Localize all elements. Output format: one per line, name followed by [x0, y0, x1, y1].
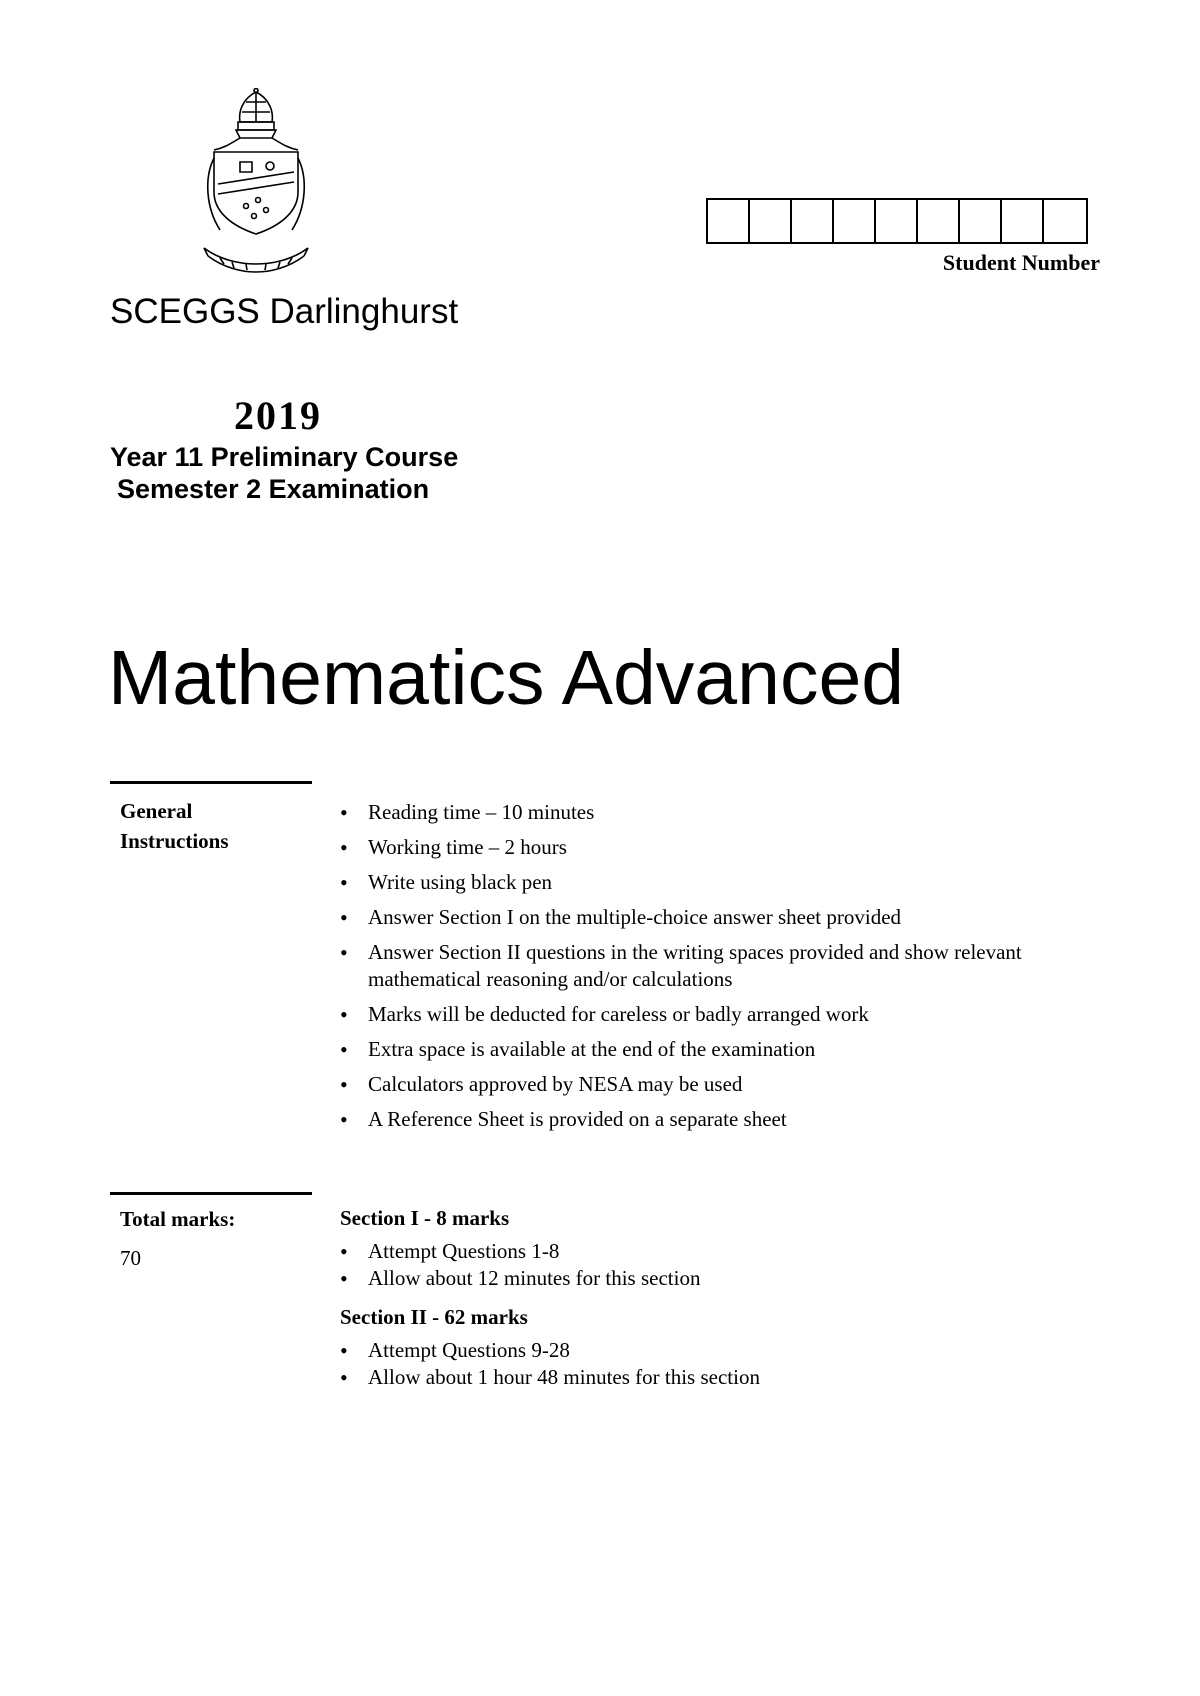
label-line: General	[120, 799, 193, 823]
student-number-box[interactable]	[834, 200, 876, 242]
list-item: • Extra space is available at the end of the examination	[340, 1036, 1060, 1063]
student-number-box[interactable]	[708, 200, 750, 242]
list-item: • Answer Section I on the multiple-choice answer sheet provided	[340, 904, 1060, 931]
general-instructions-list	[340, 799, 1060, 1141]
total-marks-value: 70	[120, 1246, 141, 1270]
section-2-list	[340, 1337, 1040, 1391]
section-divider	[110, 1192, 312, 1195]
student-number-box[interactable]	[792, 200, 834, 242]
list-item: • Write using black pen	[340, 869, 1060, 896]
student-number-boxes[interactable]	[706, 198, 1088, 244]
list-item: • Attempt Questions 1-8	[340, 1238, 1040, 1265]
student-number-box[interactable]	[960, 200, 1002, 242]
student-number-label: Student Number	[942, 250, 1100, 275]
list-item: • Working time – 2 hours	[340, 834, 1060, 861]
list-item: • Answer Section II questions in the writing spaces provided and show relevant mathematical reasoning and/or calculations	[340, 939, 1060, 993]
general-instructions-label	[120, 796, 300, 856]
exam-name: Semester 2 Examination	[117, 474, 430, 504]
list-item: • Attempt Questions 9-28	[340, 1337, 1040, 1364]
school-name: SCEGGS Darlinghurst	[110, 292, 459, 331]
list-item: • Calculators approved by NESA may be used	[340, 1071, 1060, 1098]
exam-year: 2019	[234, 393, 322, 438]
student-number-box[interactable]	[1044, 200, 1086, 242]
section-2-title: Section II - 62 marks	[340, 1305, 528, 1329]
course-title: Year 11 Preliminary Course	[110, 442, 459, 472]
student-number-box[interactable]	[876, 200, 918, 242]
total-marks-label: Total marks:	[120, 1207, 236, 1231]
school-crest-logo	[200, 88, 312, 274]
section-1-title: Section I - 8 marks	[340, 1206, 510, 1230]
list-item: • Marks will be deducted for careless or badly arranged work	[340, 1001, 1060, 1028]
section-divider	[110, 781, 312, 784]
student-number-box[interactable]	[750, 200, 792, 242]
list-item: • Allow about 1 hour 48 minutes for this section	[340, 1364, 1040, 1391]
section-1-list	[340, 1238, 1040, 1292]
student-number-box[interactable]	[1002, 200, 1044, 242]
subject-title: Mathematics Advanced	[108, 635, 905, 721]
student-number-box[interactable]	[918, 200, 960, 242]
list-item: • A Reference Sheet is provided on a separate sheet	[340, 1106, 1060, 1133]
label-line: Instructions	[120, 829, 229, 853]
list-item: • Reading time – 10 minutes	[340, 799, 1060, 826]
list-item: • Allow about 12 minutes for this section	[340, 1265, 1040, 1292]
